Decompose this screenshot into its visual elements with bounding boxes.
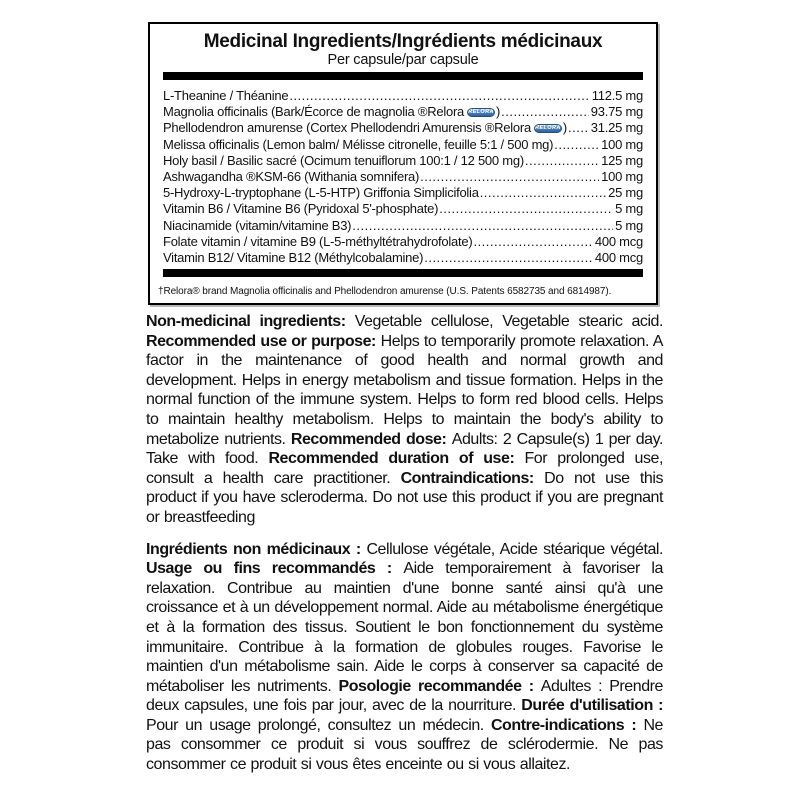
ingredient-rows [163,88,643,266]
section-heading-runin: Usage ou fins recommandés : [146,560,404,578]
ingredient-name: L-Theanine / Théanine [163,88,289,103]
ingredient-row [163,185,643,201]
divider-bar-top [163,72,643,80]
dotted-leader [289,88,589,104]
ingredient-amount: 25 mg [608,185,643,201]
ingredient-name: Niacinamide (vitamin/vitamine B3) [163,217,352,233]
divider-bar-bottom [163,269,643,277]
section-text: Helps to temporarily promote relaxation. A factor in the maintenance of good health and normal growth and development. Helps in energy metabolism and tissue formation. Helps in the normal function of the immune system. Helps to form red blood cells. Helps to maintain healthy metabolism. Helps to maintain the body's ability to metabolize nutrients. [146,332,663,448]
ingredient-row [163,201,643,217]
section-text: Adultes : Prendre deux capsules, une fois par jour, avec de la nourriture. [146,677,663,715]
ingredient-row [163,250,643,266]
section-heading-runin: Ingrédients non médicinaux : [146,540,367,558]
section-heading-runin: Recommended dose: [290,430,452,448]
ingredient-amount: 112.5 mg [591,88,643,103]
english-paragraph [146,312,663,528]
ingredient-amount: 400 mcg [594,233,643,249]
dotted-leader [352,218,613,234]
ingredient-name: Magnolia officinalis (Bark/Écorce de magnolia ®Relora [163,104,465,120]
ingredient-row [163,88,643,104]
section-heading-runin: Contre-indications : [490,716,644,734]
dotted-leader [501,104,589,120]
ingredient-amount: 5 mg [615,217,643,233]
ingredient-name-suffix: ) [496,104,501,120]
section-text: Ne pas consommer ce produit si vous souffrez de sclérodermie. Ne pas consommer ce produit si vous êtes enceinte ou si vous allaitez. [146,716,663,774]
ingredient-name: Vitamin B12/ Vitamine B12 (Méthylcobalamine) [163,250,424,266]
section-text: Adults: 2 Capsule(s) 1 per day. Take with food. [146,430,663,468]
section-heading-runin: Posologie recommandée : [338,677,541,695]
section-text: Do not use this product if you have scleroderma. Do not use this product if you are pregnant or breastfeeding [146,469,663,526]
section-text: For prolonged use, consult a health care practitioner. [146,450,663,487]
ingredient-name: Holy basil / Basilic sacré (Ocimum tenuiflorum 100:1 / 12 500 mg) [163,152,524,168]
section-heading-runin: Durée d'utilisation : [521,697,663,715]
medicinal-ingredients-panel [148,22,658,305]
ingredient-name: Ashwagandha ®KSM-66 (Withania somnifera) [163,169,420,185]
dotted-leader [473,234,592,250]
ingredient-amount: 5 mg [615,201,643,217]
section-text: Vegetable cellulose, Vegetable stearic acid. [354,313,663,330]
ingredient-row [163,104,643,120]
panel-subtitle: Per capsule/par capsule [327,52,479,68]
ingredient-amount: 125 mg [601,152,643,168]
section-text: Aide temporairement à favoriser la relaxation. Contribue au maintien d'une bonne santé ainsi qu'à une croissance et à un développement normal. Aide au métabolisme énergétique et à la formation des tissus. Soutient le bon fonctionnement du système immunitaire. Contribue à la formation de globules rouges. Favorise le maintien d'un métabolisme sain. Aide le corps à conserver sa capacité de métaboliser les nutriments. [146,560,663,695]
ingredient-amount: 100 mg [601,136,643,152]
patent-footnote: †Relora® brand Magnolia officinalis and Phellodendron amurense (U.S. Patents 6582735 and 6814987). [158,286,612,298]
ingredient-name-suffix: ) [562,120,568,136]
body-text-column [146,312,663,775]
ingredient-amount: 93.75 mg [590,104,643,120]
dotted-leader [439,201,613,217]
ingredient-row [163,153,643,169]
dotted-leader [480,185,606,201]
ingredient-amount: 31.25 mg [590,120,643,136]
section-heading-runin: Recommended use or purpose: [146,332,381,350]
ingredient-row [163,137,643,153]
panel-title: Medicinal Ingredients/Ingrédients médicinaux [203,31,603,52]
relora-logo-icon: RELORA [468,108,494,115]
section-heading-runin: Recommended duration of use: [268,450,525,468]
dotted-leader [420,169,599,185]
ingredient-amount: 400 mcg [594,250,643,266]
ingredient-row [163,169,643,185]
relora-logo-icon: RELORA [535,125,561,131]
section-heading-runin: Contraindications: [400,469,545,487]
ingredient-name: 5-Hydroxy-L-tryptophane (L-5-HTP) Griffonia Simplicifolia [163,185,479,201]
dotted-leader [525,153,599,169]
french-paragraph [146,540,663,775]
ingredient-row [163,234,643,250]
section-text: Pour un usage prolongé, consultez un médecin. [146,716,491,734]
ingredient-name: Folate vitamin / vitamine B9 (L-5-méthyltétrahydrofolate) [163,233,473,249]
dotted-leader [568,120,589,136]
ingredient-row [163,218,643,234]
section-heading-runin: Non-medicinal ingredients: [146,313,355,330]
ingredient-name: Vitamin B6 / Vitamine B6 (Pyridoxal 5'-phosphate) [163,201,439,217]
ingredient-amount: 100 mg [601,169,643,185]
section-text: Cellulose végétale, Acide stéarique végétal. [366,540,663,558]
ingredient-row [163,120,643,136]
dotted-leader [554,137,599,153]
dotted-leader [424,250,593,266]
ingredient-name: Melissa officinalis (Lemon balm/ Mélisse citronelle, feuille 5:1 / 500 mg) [163,136,554,152]
ingredient-name: Phellodendron amurense (Cortex Phellodendri Amurensis ®Relora [163,120,531,136]
